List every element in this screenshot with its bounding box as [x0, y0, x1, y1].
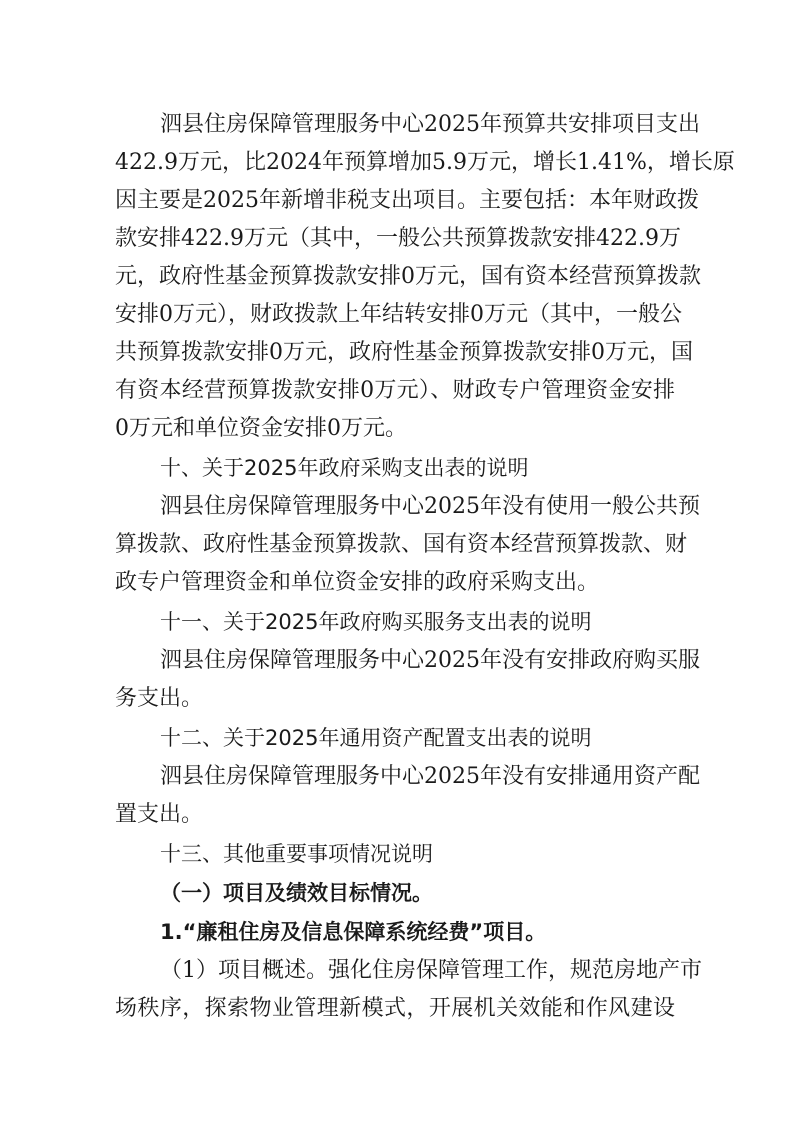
section10-line-2: 算拨款、政府性基金预算拨款、国有资本经营预算拨款、财 — [115, 532, 688, 557]
section12-line-2: 置支出。 — [115, 802, 204, 827]
section13-heading: 十三、其他重要事项情况说明 — [160, 842, 433, 866]
para1-line-2: 422.9万元，比2024年预算增加5.9万元，增长1.41%，增长原 — [115, 150, 735, 175]
section10-line-1: 泗县住房保障管理服务中心2025年没有使用一般公共预 — [160, 494, 700, 519]
section12-heading: 十二、关于2025年通用资产配置支出表的说明 — [160, 726, 592, 750]
section11-line-1: 泗县住房保障管理服务中心2025年没有安排政府购买服 — [160, 648, 700, 673]
section11-line-2: 务支出。 — [115, 686, 204, 711]
section13-line-2: 场秩序，探索物业管理新模式，开展机关效能和作风建设 — [115, 996, 675, 1021]
section10-heading: 十、关于2025年政府采购支出表的说明 — [160, 456, 529, 480]
section10-line-3: 政专户管理资金和单位资金安排的政府采购支出。 — [115, 570, 600, 595]
para1-line-3: 因主要是2025年新增非税支出项目。主要包括：本年财政拨 — [115, 188, 699, 213]
para1-line-7: 共预算拨款安排0万元，政府性基金预算拨款安排0万元，国 — [115, 340, 693, 365]
para1-line-6: 安排0万元），财政拨款上年结转安排0万元（其中，一般公 — [115, 302, 682, 327]
para1-line-8: 有资本经营预算拨款安排0万元）、财政专户管理资金安排 — [115, 378, 675, 403]
para1-line-9: 0万元和单位资金安排0万元。 — [115, 416, 407, 441]
para1-line-4: 款安排422.9万元（其中，一般公共预算拨款安排422.9万 — [115, 226, 681, 251]
para1-line-5: 元，政府性基金预算拨款安排0万元，国有资本经营预算拨款 — [115, 264, 701, 289]
section12-line-1: 泗县住房保障管理服务中心2025年没有安排通用资产配 — [160, 764, 700, 789]
para1-line-1: 泗县住房保障管理服务中心2025年预算共安排项目支出 — [160, 112, 700, 137]
section11-heading: 十一、关于2025年政府购买服务支出表的说明 — [160, 610, 592, 634]
section13-subheading: （一）项目及绩效目标情况。 — [160, 881, 433, 905]
section13-line-1: （1）项目概述。强化住房保障管理工作，规范房地产市 — [160, 958, 702, 983]
section13-item1-title: 1.“廉租住房及信息保障系统经费”项目。 — [160, 920, 547, 944]
